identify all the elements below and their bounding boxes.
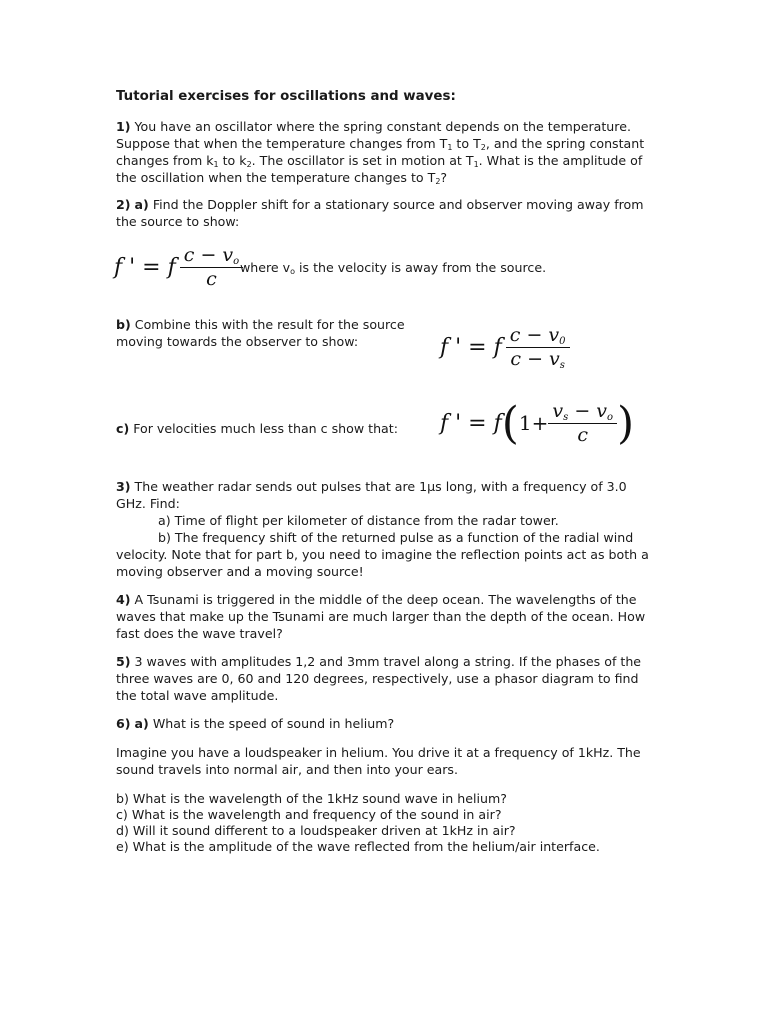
- question-4-number: 4): [116, 592, 131, 607]
- question-6d: d) Will it sound different to a loudspeaker driven at 1kHz in air?: [116, 823, 516, 838]
- question-6-intro: Imagine you have a loudspeaker in helium. You drive it at a frequency of 1kHz. The sound travels into normal air, and then into your ears.: [116, 745, 641, 777]
- doppler-equation-1: f ' = f $\frac{c - v_o}{c}$: [114, 244, 243, 291]
- question-2b: b) Combine this with the result for the source moving towards the observer to show:: [116, 317, 405, 349]
- question-6a: 6) a) What is the speed of sound in helium?: [116, 716, 395, 731]
- question-2-number: 2): [116, 197, 131, 212]
- question-1-number: 1): [116, 119, 131, 134]
- question-5-number: 5): [116, 654, 131, 669]
- question-3a: a) Time of flight per kilometer of distance from the radar tower.: [158, 513, 559, 528]
- question-1: 1) You have an oscillator where the spring constant depends on the temperature. Suppose that when the temperature changes from $T_1$ to $T_2$, and the spring constant changes from $k_1$ to $k_2$. The oscillator is set in motion at $T_1$. What is the amplitude of the oscillation when the temperature changes to $T_2$?: [116, 119, 645, 186]
- doppler-equation-3: f ' = f(1+ $\frac{v_s - v_o}{c}$ ): [440, 398, 635, 449]
- question-6b: b) What is the wavelength of the 1kHz sound wave in helium?: [116, 791, 507, 806]
- question-3: 3) The weather radar sends out pulses that are 1μs long, with a frequency of 3.0 GHz. Find:: [116, 479, 627, 511]
- doppler-equation-2: f ' = f $\frac{c - v_0}{c - v_s}$: [440, 324, 570, 371]
- question-4: 4) A Tsunami is triggered in the middle of the deep ocean. The wavelengths of the waves that make up the Tsunami are much larger than the depth of the ocean. How fast does the wave travel?: [116, 592, 646, 641]
- question-2a: 2) a) Find the Doppler shift for a stationary source and observer moving away from the source to show:: [116, 197, 644, 229]
- question-3b: b) The frequency shift of the returned pulse as a function of the radial wind velocity. Note that for part b, you need to imagine the reflection points act as both a moving observer and a moving source!: [116, 530, 649, 579]
- question-2c: c) For velocities much less than c show that:: [116, 421, 398, 436]
- question-6-number: 6): [116, 716, 131, 731]
- question-6c: c) What is the wavelength and frequency of the sound in air?: [116, 807, 502, 822]
- question-6e: e) What is the amplitude of the wave reflected from the helium/air interface.: [116, 839, 600, 854]
- question-5: 5) 3 waves with amplitudes 1,2 and 3mm travel along a string. If the phases of the three waves are 0, 60 and 120 degrees, respectively, use a phasor diagram to find the total wave amplitude.: [116, 654, 642, 703]
- question-3-number: 3): [116, 479, 131, 494]
- equation-1-note: where $v_o$ is the velocity is away from the source.: [240, 260, 547, 276]
- page-title: Tutorial exercises for oscillations and waves:: [116, 89, 456, 104]
